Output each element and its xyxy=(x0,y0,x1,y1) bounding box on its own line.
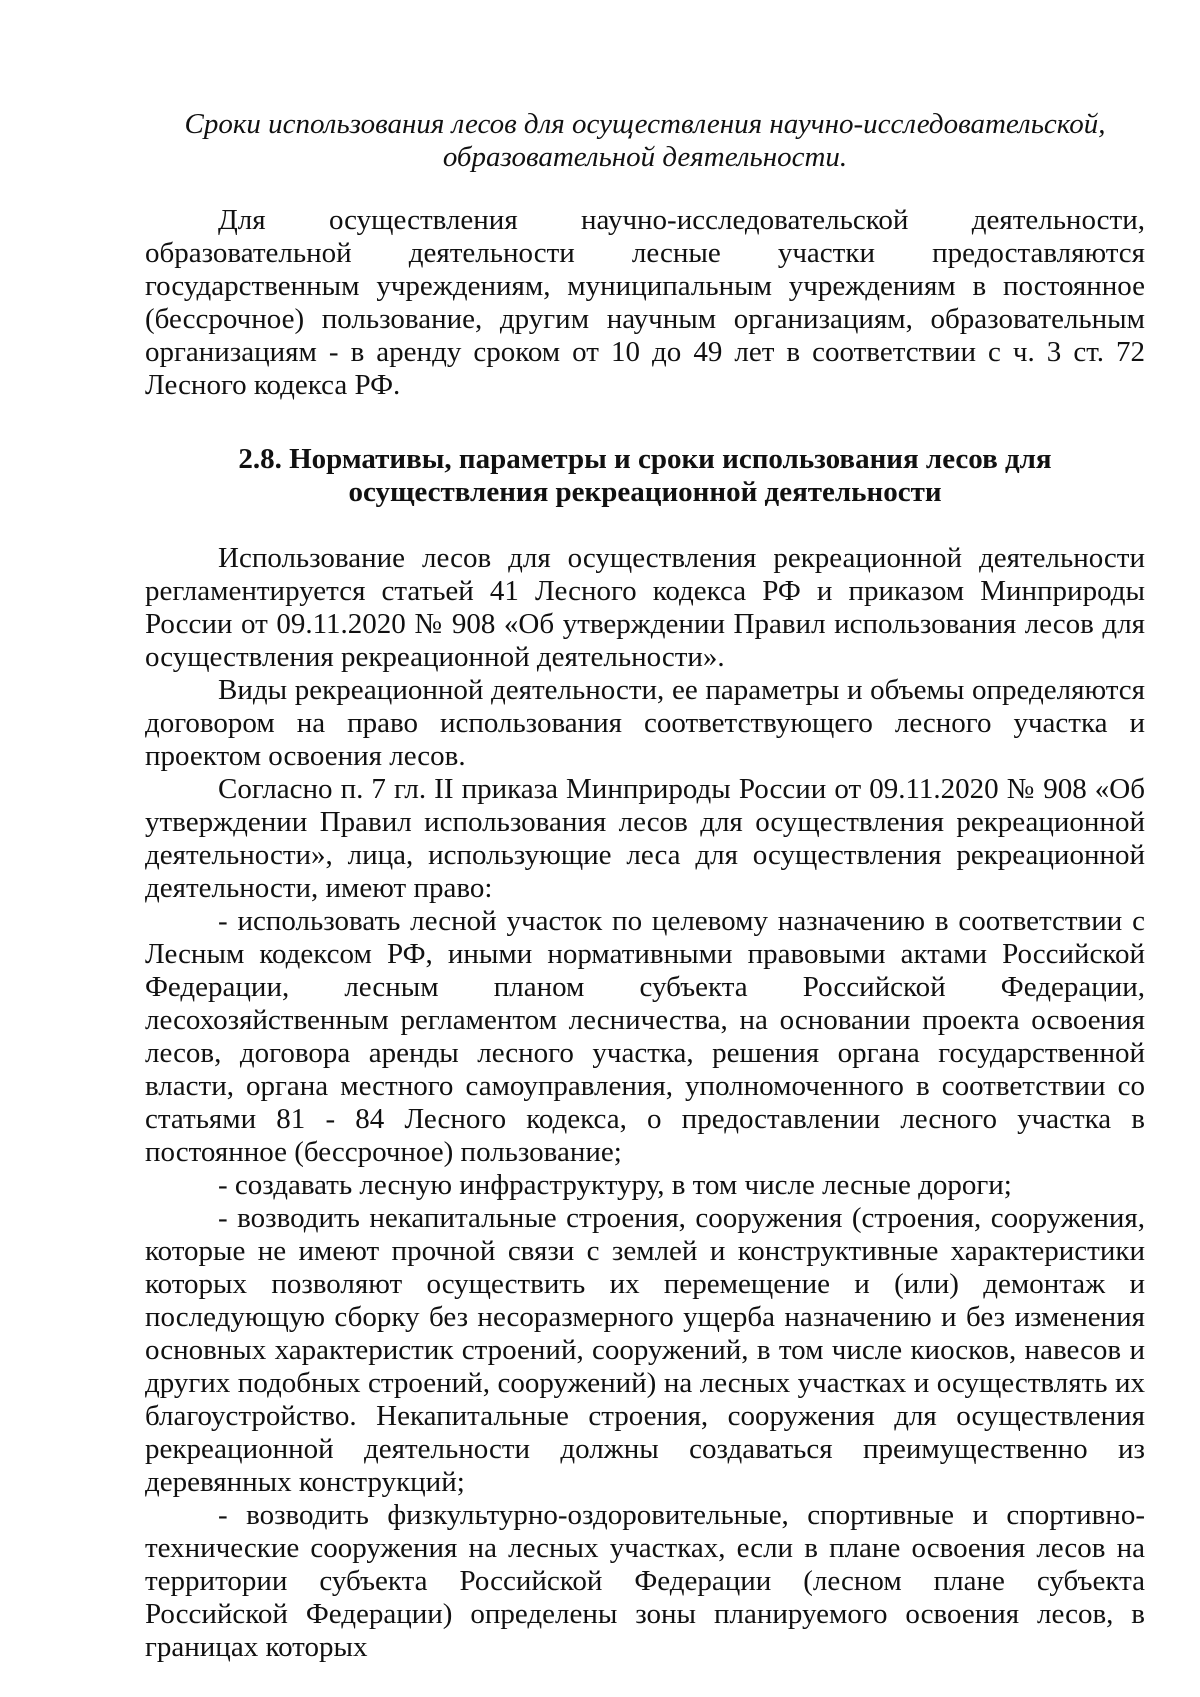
subsection-heading-research-terms: Сроки использования лесов для осуществления научно-исследовательской, образовательной деятельности. xyxy=(184,108,1106,173)
list-item-sports-facilities: - возводить физкультурно-оздоровительные, спортивные и спортивно-технические сооружения на лесных участках, если в плане освоения лесов на территории субъекта Российской Федерации (лесном плане субъекта Российской Федерации) определены зоны планируемого освоения лесов, в границах которых xyxy=(145,1499,1145,1663)
document-page xyxy=(145,108,1145,1664)
list-item-use-forest-plot: - использовать лесной участок по целевому назначению в соответствии с Лесным кодексом РФ, иными нормативными правовыми актами Российской Федерации, лесным планом субъекта Российской Федерации, лесохозяйственным регламентом лесничества, на основании проекта освоения лесов, договора аренды лесного участка, решения органа государственной власти, органа местного самоуправления, уполномоченного в соответствии со статьями 81 - 84 Лесного кодекса, о предоставлении лесного участка в постоянное (бессрочное) пользование; xyxy=(145,905,1145,1168)
list-item-non-capital-structures: - возводить некапитальные строения, сооружения (строения, сооружения, которые не имеют прочной связи с землей и конструктивные характеристики которых позволяют осуществить их перемещение и (или) демонтаж и последующую сборку без несоразмерного ущерба назначению и без изменения основных характеристик строений, сооружений, в том числе киосков, навесов и других подобных строений, сооружений) на лесных участках и осуществлять их благоустройство. Некапитальные строения, сооружения для осуществления рекреационной деятельности должны создаваться преимущественно из деревянных конструкций; xyxy=(145,1202,1145,1498)
paragraph-recreation-regulation: Использование лесов для осуществления рекреационной деятельности регламентируется статьей 41 Лесного кодекса РФ и приказом Минприроды России от 09.11.2020 № 908 «Об утверждении Правил использования лесов для осуществления рекреационной деятельности». xyxy=(145,542,1145,673)
list-item-forest-infrastructure: - создавать лесную инфраструктуру, в том числе лесные дороги; xyxy=(218,1169,1012,1201)
paragraph-research-lease-terms: Для осуществления научно-исследовательской деятельности, образовательной деятельности лесные участки предоставляются государственным учреждениям, муниципальным учреждениям в постоянное (бессрочное) пользование, другим научным организациям, образовательным организациям - в аренду сроком от 10 до 49 лет в соответствии с ч. 3 ст. 72 Лесного кодекса РФ. xyxy=(145,204,1145,401)
section-heading-2-8: 2.8. Нормативы, параметры и сроки использования лесов для осуществления рекреационной деятельности xyxy=(238,443,1052,508)
paragraph-recreation-types: Виды рекреационной деятельности, ее параметры и объемы определяются договором на право использования соответствующего лесного участка и проектом освоения лесов. xyxy=(145,674,1145,772)
paragraph-rights-intro: Согласно п. 7 гл. II приказа Минприроды России от 09.11.2020 № 908 «Об утверждении Правил использования лесов для осуществления рекреационной деятельности», лица, использующие леса для осуществления рекреационной деятельности, имеют право: xyxy=(145,773,1145,904)
